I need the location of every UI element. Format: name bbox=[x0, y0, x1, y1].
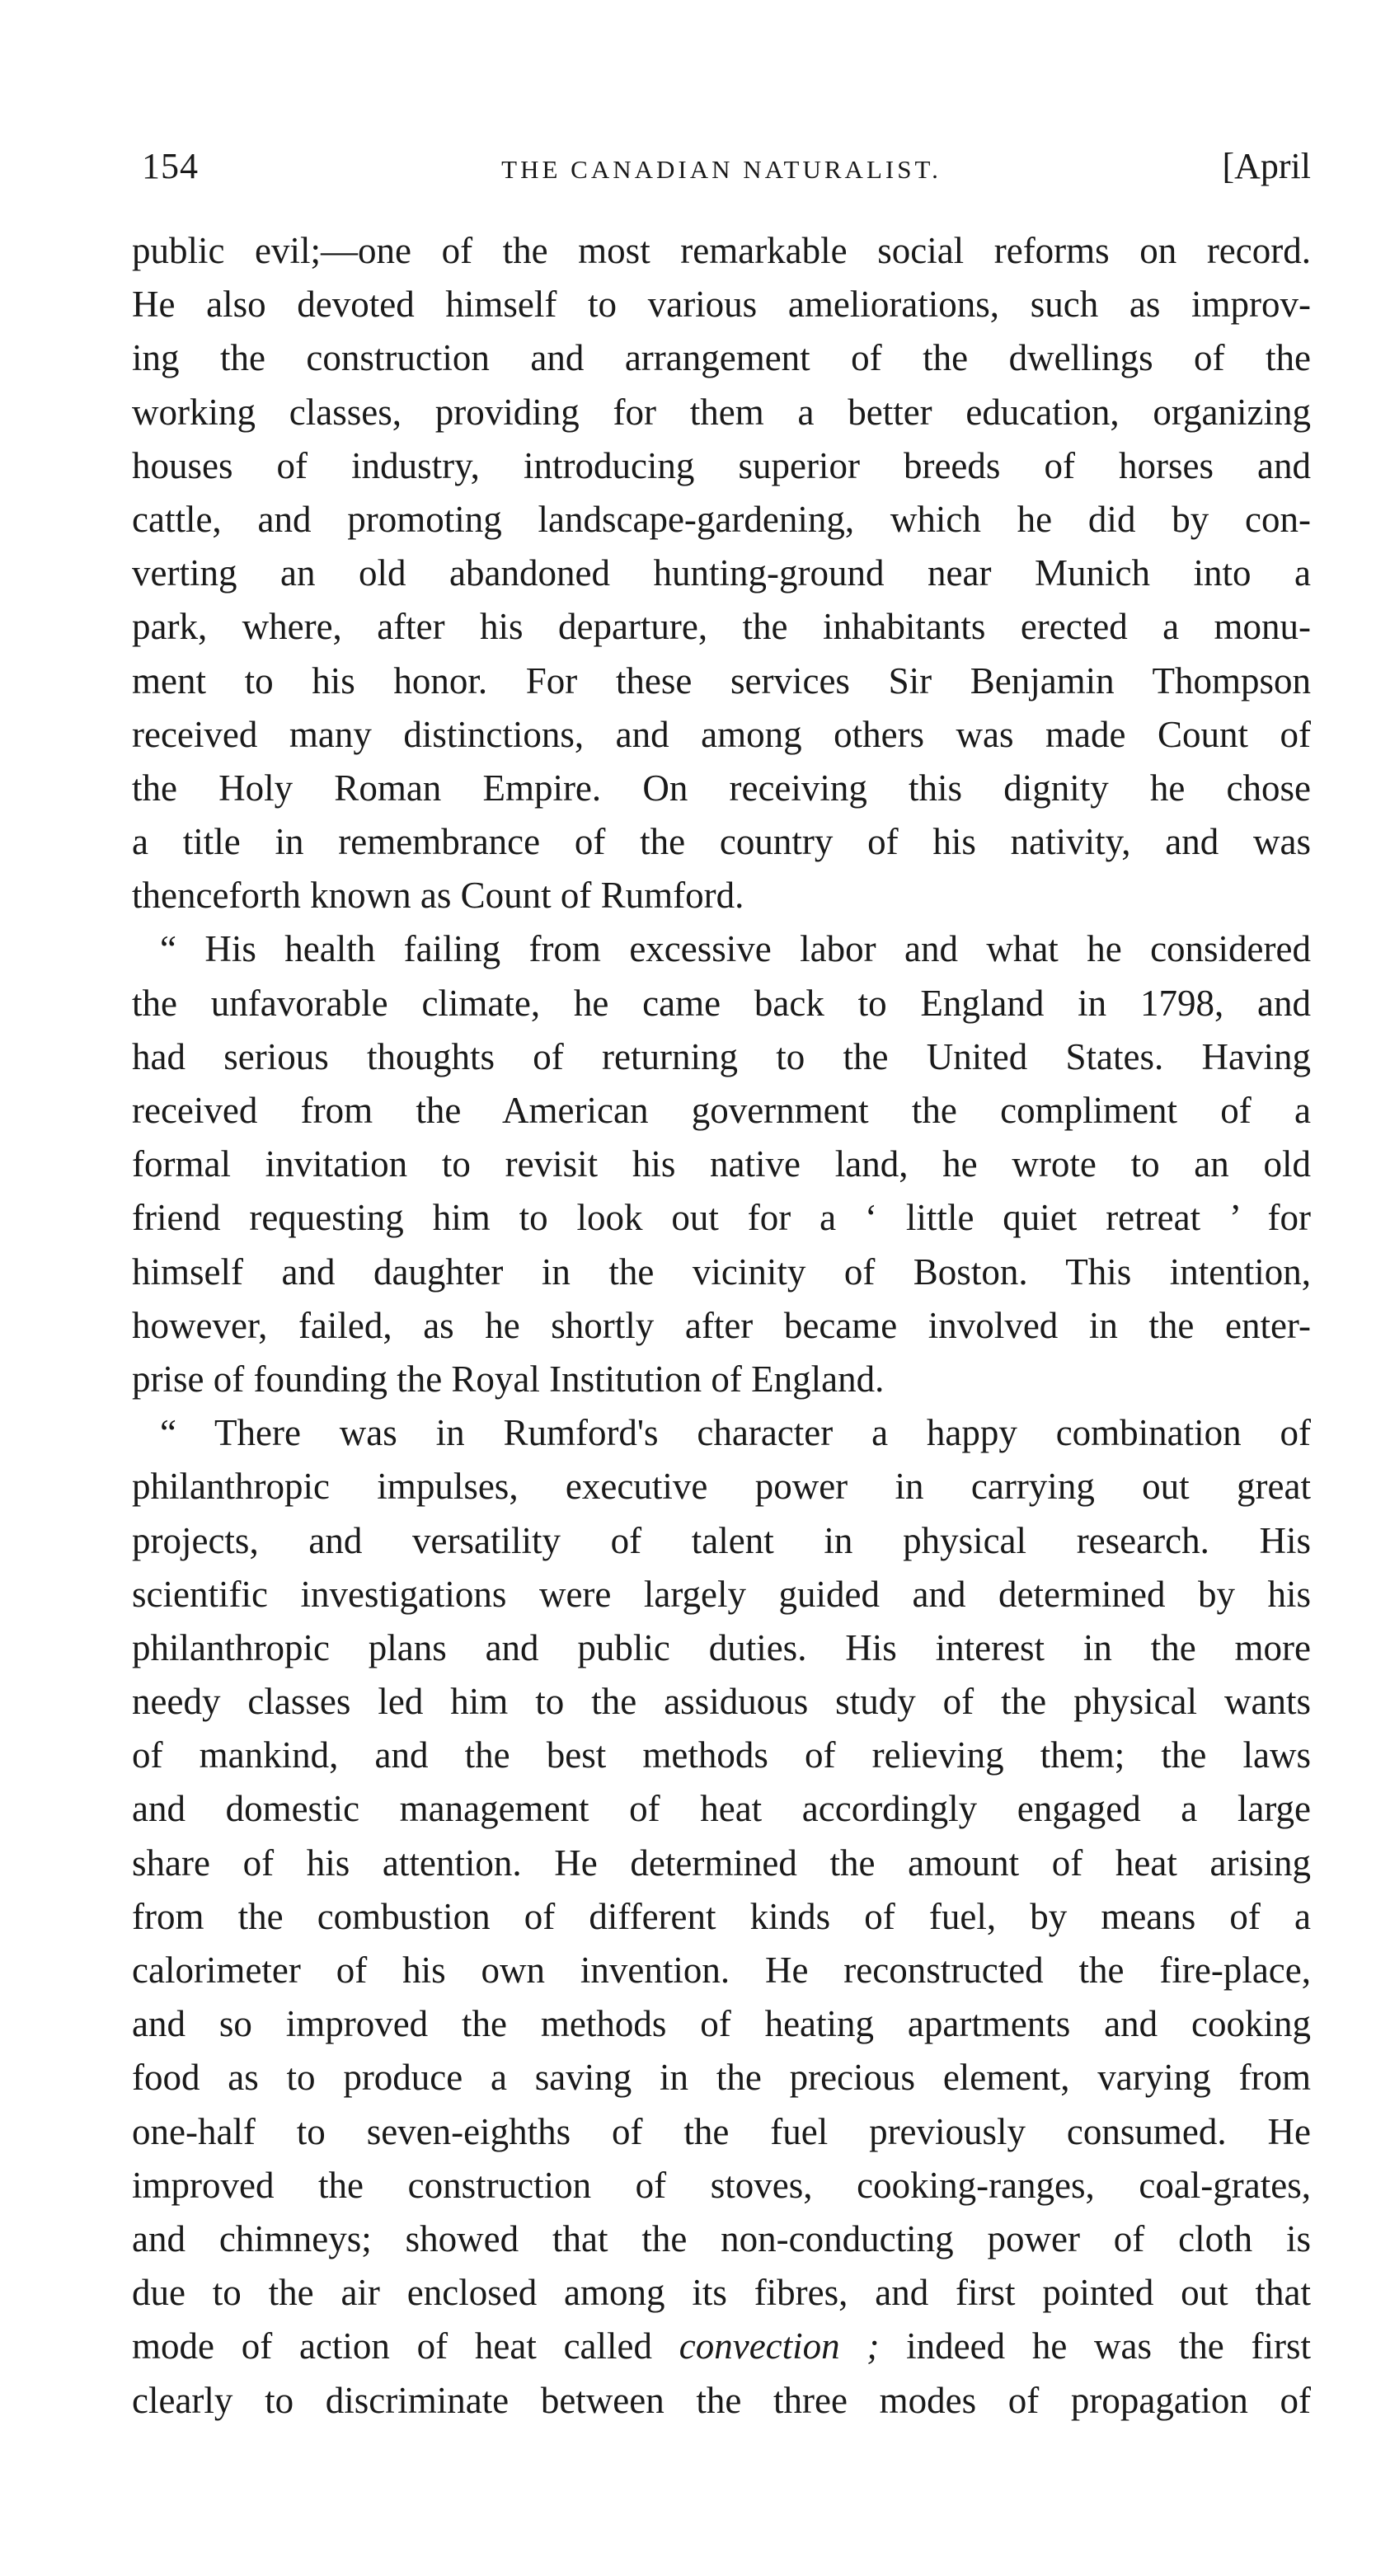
text-line: public evil;—one of the most remarkable social reforms on record. bbox=[132, 230, 1311, 271]
text-line: “ His health failing from excessive labor and what he considered bbox=[160, 928, 1311, 970]
text-line: the unfavorable climate, he came back to England in 1798, and bbox=[132, 982, 1311, 1024]
header-month: [April bbox=[1222, 146, 1311, 186]
text-line: ment to his honor. For these services Sir Benjamin Thompson bbox=[132, 659, 1311, 701]
text-line: and chimneys; showed that the non-conducting power of cloth is bbox=[132, 2217, 1311, 2259]
text-line: verting an old abandoned hunting-ground near Munich into a bbox=[132, 552, 1311, 594]
text-line: working classes, providing for them a better education, organizing bbox=[132, 391, 1311, 433]
text-line: needy classes led him to the assiduous study of the physical wants bbox=[132, 1681, 1311, 1723]
text-line: cattle, and promoting landscape-gardening, which he did by con- bbox=[132, 498, 1311, 540]
text-line: calorimeter of his own invention. He reconstructed the fire-place, bbox=[132, 1950, 1311, 1991]
text-line: food as to produce a saving in the precious element, varying from bbox=[132, 2057, 1311, 2099]
page-header bbox=[132, 145, 1311, 203]
text-line: philanthropic impulses, executive power in carrying out great bbox=[132, 1466, 1311, 1508]
text-line: park, where, after his departure, the inhabitants erected a monu- bbox=[132, 606, 1311, 648]
text-line-with-italic bbox=[132, 2320, 1311, 2373]
text-line: clearly to discriminate between the three modes of propagation of bbox=[132, 2379, 1311, 2421]
text-line: received many distinctions, and among others was made Count of bbox=[132, 713, 1311, 755]
text-line: projects, and versatility of talent in physical research. His bbox=[132, 1519, 1311, 1561]
text-line: and so improved the methods of heating apartments and cooking bbox=[132, 2003, 1311, 2045]
text-line: houses of industry, introducing superior breeds of horses and bbox=[132, 444, 1311, 486]
text-line: a title in remembrance of the country of his nativity, and was bbox=[132, 821, 1311, 863]
italic-term: convection ; bbox=[679, 2325, 880, 2367]
text-line: received from the American government the compliment of a bbox=[132, 1090, 1311, 1131]
text-line: He also devoted himself to various ameliorations, such as improv- bbox=[132, 284, 1311, 326]
text-line: formal invitation to revisit his native land, he wrote to an old bbox=[132, 1143, 1311, 1185]
text-line: scientific investigations were largely guided and determined by his bbox=[132, 1573, 1311, 1615]
text-line: due to the air enclosed among its fibres, and first pointed out that bbox=[132, 2272, 1311, 2314]
page-number: 154 bbox=[142, 146, 199, 186]
text-line: the Holy Roman Empire. On receiving this dignity he chose bbox=[132, 767, 1311, 809]
text-line: and domestic management of heat accordingly engaged a large bbox=[132, 1788, 1311, 1830]
text-line: “ There was in Rumford's character a happy combination of bbox=[160, 1412, 1311, 1454]
text-line: friend requesting him to look out for a ‘ little quiet retreat ’ for bbox=[132, 1197, 1311, 1239]
text-line: thenceforth known as Count of Rumford. bbox=[132, 875, 744, 917]
text-line: however, failed, as he shortly after became involved in the enter- bbox=[132, 1304, 1311, 1346]
text-line: himself and daughter in the vicinity of Boston. This intention, bbox=[132, 1250, 1311, 1293]
text-run: indeed he was the first bbox=[879, 2325, 1311, 2367]
text-line: share of his attention. He determined the amount of heat arising bbox=[132, 1842, 1311, 1884]
text-line: improved the construction of stoves, cooking-ranges, coal-grates, bbox=[132, 2164, 1311, 2206]
text-line: philanthropic plans and public duties. His interest in the more bbox=[132, 1626, 1311, 1668]
text-run: mode of action of heat called bbox=[132, 2325, 679, 2367]
text-line: ing the construction and arrangement of the dwellings of the bbox=[132, 337, 1311, 379]
text-line: prise of founding the Royal Institution of England. bbox=[132, 1358, 885, 1400]
body-text bbox=[132, 224, 1311, 2428]
text-line: of mankind, and the best methods of relieving them; the laws bbox=[132, 1734, 1311, 1776]
text-line: had serious thoughts of returning to the United States. Having bbox=[132, 1035, 1311, 1077]
running-head: THE CANADIAN NATURALIST. bbox=[501, 155, 942, 184]
text-line: from the combustion of different kinds of fuel, by means of a bbox=[132, 1895, 1311, 1937]
text-line: one-half to seven-eighths of the fuel previously consumed. He bbox=[132, 2110, 1311, 2152]
